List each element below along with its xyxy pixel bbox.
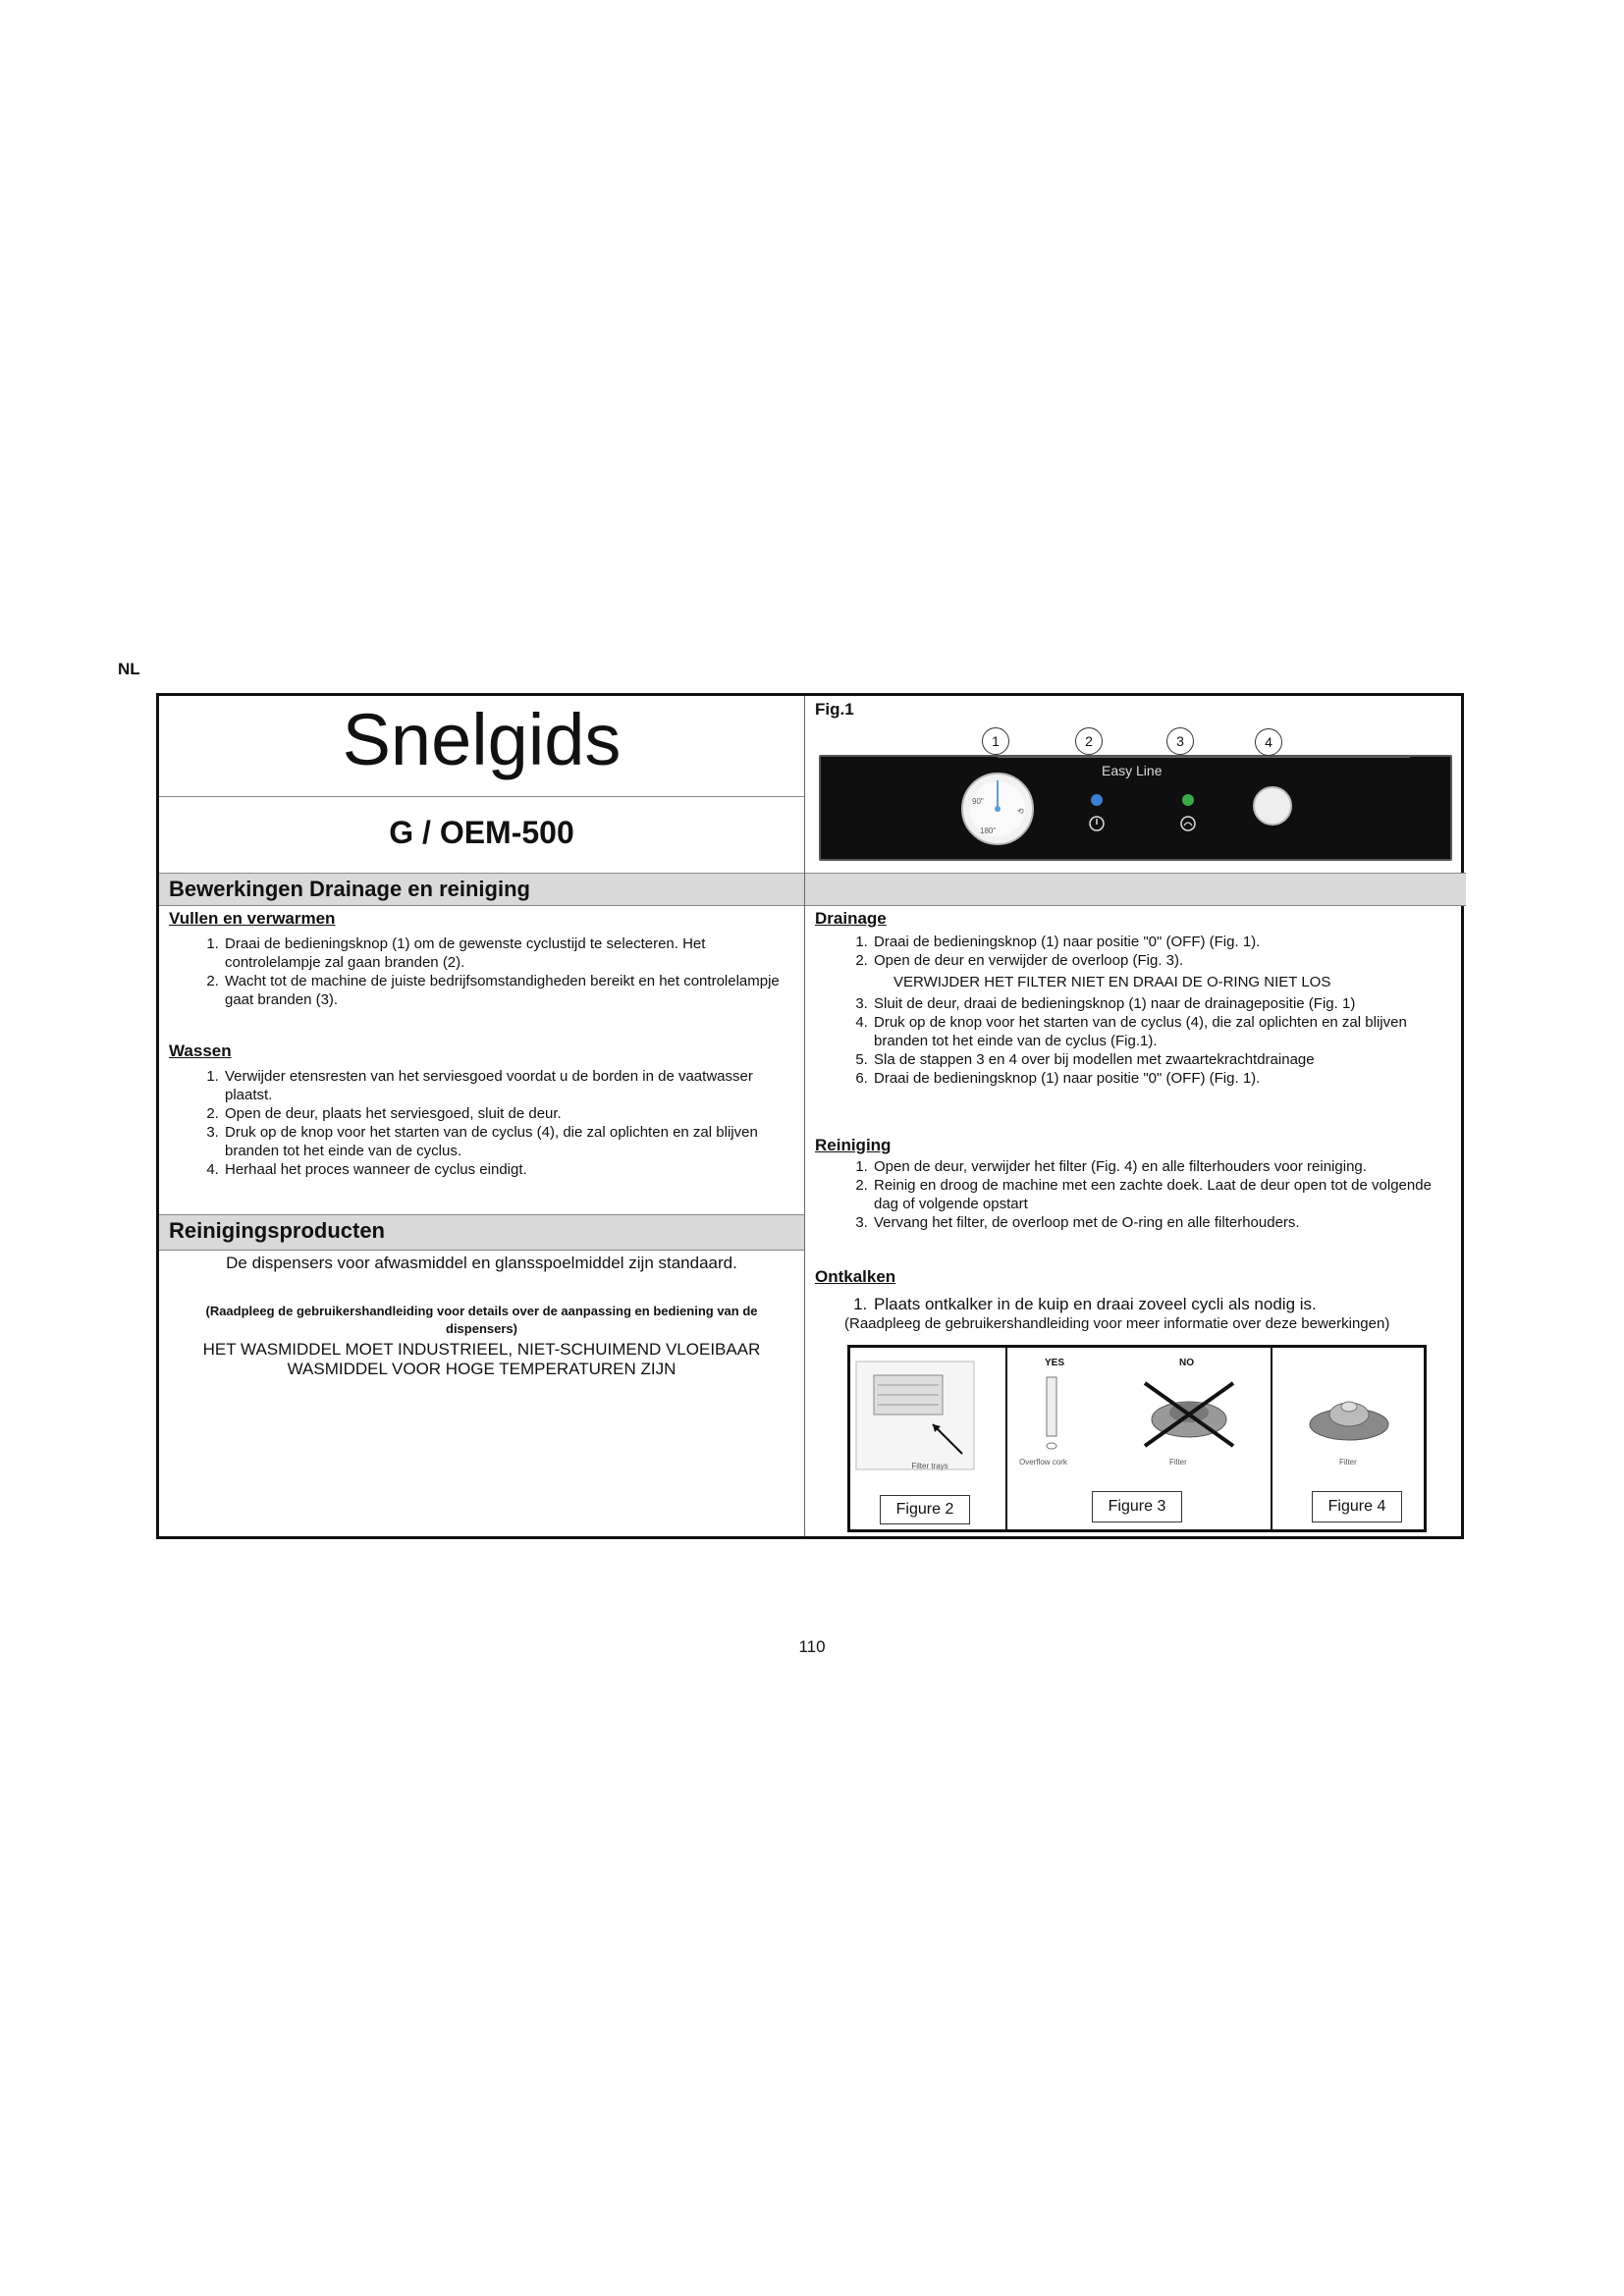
- filter-label-fig4: Filter: [1339, 1458, 1357, 1467]
- right-band: [805, 873, 1466, 906]
- figure-divider: [1271, 1348, 1272, 1529]
- title-cell: [159, 696, 804, 797]
- temperature-icon: [1180, 816, 1196, 831]
- callout-2: 2: [1075, 727, 1103, 755]
- figures-strip: [847, 1345, 1427, 1532]
- filter-trays-label: Filter trays: [911, 1462, 948, 1470]
- overflow-cork-label: Overflow cork: [1019, 1458, 1067, 1467]
- drainage-warning: VERWIJDER HET FILTER NIET EN DRAAI DE O-RING NIET LOS: [893, 974, 1331, 990]
- figure-4-caption: Figure 4: [1312, 1491, 1402, 1522]
- list-item: 1. Plaats ontkalker in de kuip en draai zoveel cycli als nodig is.: [872, 1295, 1463, 1313]
- detergent-warning: HET WASMIDDEL MOET INDUSTRIEEL, NIET-SCHUIMEND VLOEIBAAR WASMIDDEL VOOR HOGE TEMPERATUREN ZIJN: [202, 1340, 761, 1378]
- quick-guide-frame: [156, 693, 1464, 1539]
- start-cycle-button: [1253, 786, 1292, 826]
- list-item: 6. Draai de bedieningsknop (1) naar positie "0" (OFF) (Fig. 1).: [872, 1069, 1443, 1088]
- section-wassen: [169, 1041, 797, 1179]
- no-label: NO: [1179, 1358, 1194, 1368]
- filter-label-fig3: Filter: [1169, 1458, 1187, 1467]
- list-item: 1. Draai de bedieningsknop (1) om de gewenste cyclustijd te selecteren. Het controlelampje zal gaan branden (2).: [223, 934, 797, 972]
- cleaning-products-heading: Reinigingsproducten: [169, 1218, 385, 1243]
- svg-text:⟲: ⟲: [1017, 807, 1024, 816]
- list-item: 2. Wacht tot de machine de juiste bedrijfsomstandigheden bereikt en het controlelampje gaat branden (3).: [223, 972, 797, 1009]
- list-item: 4. Druk op de knop voor het starten van de cyclus (4), die zal oplichten en zal blijven branden tot het einde van de cyclus (Fig.1).: [872, 1013, 1443, 1050]
- reiniging-heading: Reiniging: [815, 1136, 892, 1154]
- section-vullen: [169, 909, 797, 1009]
- figure-divider: [1005, 1348, 1007, 1529]
- operations-band: [159, 873, 804, 906]
- dispensers-text: De dispensers voor afwasmiddel en glansspoelmiddel zijn standaard.: [226, 1254, 737, 1272]
- figure-3-caption: Figure 3: [1092, 1491, 1182, 1522]
- callout-4: 4: [1255, 728, 1282, 756]
- control-panel-figure: [819, 755, 1452, 861]
- fig1-label: Fig.1: [815, 700, 854, 719]
- page-number: 110: [798, 1637, 826, 1656]
- list-item: 1. Open de deur, verwijder het filter (Fig. 4) en alle filterhouders voor reiniging.: [872, 1157, 1443, 1176]
- model-cell: [159, 797, 804, 873]
- list-item: 2. Open de deur en verwijder de overloop (Fig. 3).: [872, 951, 1443, 970]
- svg-text:90": 90": [972, 797, 984, 806]
- svg-text:180": 180": [980, 827, 997, 835]
- ontkalken-note: (Raadpleeg de gebruikershandleiding voor meer informatie over deze bewerkingen): [844, 1315, 1390, 1332]
- filter-icon: [1302, 1387, 1400, 1456]
- cleaning-products-band: [159, 1214, 804, 1251]
- left-column: [159, 696, 804, 1536]
- dispensers-note: (Raadpleeg de gebruikershandleiding voor details over de aanpassing en bediening van de dispensers): [205, 1304, 758, 1336]
- panel-brand: Easy Line: [1102, 763, 1163, 778]
- list-item: 3. Druk op de knop voor het starten van de cyclus (4), die zal oplichten en zal blijven branden tot het einde van de cyclus.: [223, 1123, 797, 1160]
- list-item: 2. Open de deur, plaats het serviesgoed, sluit de deur.: [223, 1104, 797, 1123]
- section-reiniging: [815, 1136, 1443, 1232]
- list-item: 3. Vervang het filter, de overloop met de O-ring en alle filterhouders.: [872, 1213, 1443, 1232]
- language-code: NL: [118, 660, 140, 678]
- panel-leader-line: [998, 757, 1410, 758]
- page-title: Snelgids: [342, 699, 622, 780]
- figure-2-caption: Figure 2: [880, 1495, 970, 1524]
- list-item: 1. Draai de bedieningsknop (1) naar positie "0" (OFF) (Fig. 1).: [872, 933, 1443, 951]
- power-indicator-light: [1091, 794, 1103, 806]
- power-icon: [1089, 816, 1105, 831]
- crossed-filter-icon: [1135, 1375, 1243, 1454]
- vullen-heading: Vullen en verwarmen: [169, 909, 336, 928]
- list-item: 5. Sla de stappen 3 en 4 over bij modellen met zwaartekrachtdrainage: [872, 1050, 1443, 1069]
- drainage-heading: Drainage: [815, 909, 887, 928]
- model-name: G / OEM-500: [389, 815, 574, 850]
- list-item: 2. Reinig en droog de machine met een zachte doek. Laat de deur open tot de volgende dag of volgende opstart: [872, 1176, 1443, 1213]
- right-column: [805, 696, 1461, 1536]
- callout-3: 3: [1166, 727, 1194, 755]
- list-item: 1. Verwijder etensresten van het serviesgoed voordat u de borden in de vaatwasser plaatst.: [223, 1067, 797, 1104]
- operations-heading: Bewerkingen Drainage en reiniging: [169, 877, 530, 901]
- wassen-heading: Wassen: [169, 1041, 232, 1060]
- overflow-cork-icon: [1037, 1373, 1066, 1462]
- section-ontkalken: [815, 1267, 1463, 1332]
- list-item: 4. Herhaal het proces wanneer de cyclus eindigt.: [223, 1160, 797, 1179]
- ontkalken-heading: Ontkalken: [815, 1267, 896, 1286]
- yes-label: YES: [1045, 1358, 1065, 1368]
- section-drainage: [815, 909, 1443, 1088]
- callout-1: 1: [982, 727, 1009, 755]
- control-knob-icon: [958, 765, 1037, 853]
- list-item: 3. Sluit de deur, draai de bedieningsknop (1) naar de drainagepositie (Fig. 1): [872, 994, 1443, 1013]
- ready-indicator-light: [1182, 794, 1194, 806]
